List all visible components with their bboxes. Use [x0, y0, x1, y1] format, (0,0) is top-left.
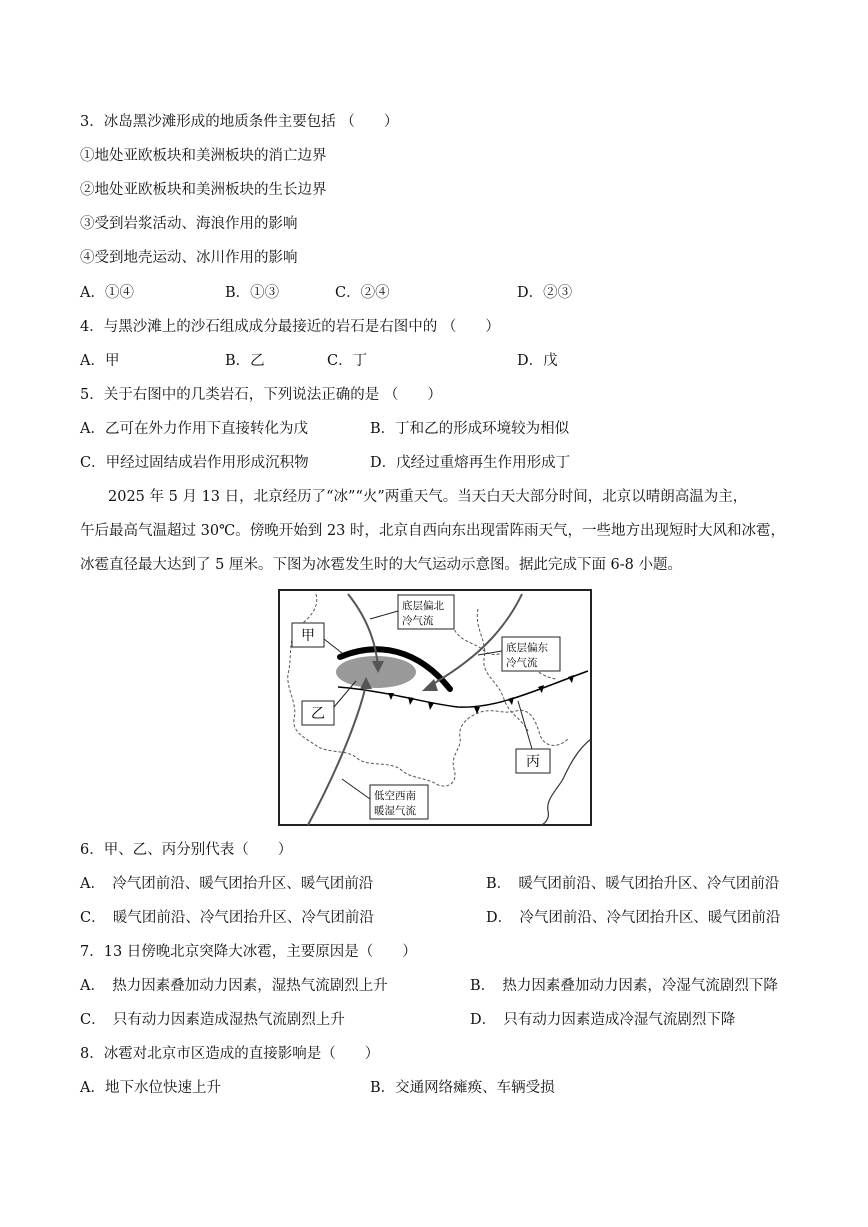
q7-option-c: C． 只有动力因素造成湿热气流剧烈上升 — [80, 1012, 345, 1028]
svg-text:冷气流: 冷气流 — [402, 615, 434, 627]
svg-text:底层偏东: 底层偏东 — [506, 642, 548, 654]
q6-option-d: D． 冷气团前沿、冷气团抬升区、暖气团前沿 — [486, 910, 781, 926]
q3-option-b: B．①③ — [225, 285, 280, 301]
q3-item-1: ①地处亚欧板块和美洲板块的消亡边界 — [80, 148, 327, 164]
q4-option-d: D．戊 — [517, 353, 558, 369]
passage-line-1: 2025 年 5 月 13 日，北京经历了“冰”“火”两重天气。当天白天大部分时间，北京以晴朗高温为主， — [108, 489, 748, 505]
svg-text:低空西南: 低空西南 — [374, 790, 416, 802]
svg-text:底层偏北: 底层偏北 — [402, 600, 444, 612]
q8-option-b: B．交通网络瘫痪、车辆受损 — [370, 1080, 555, 1096]
q3-item-3: ③受到岩浆活动、海浪作用的影响 — [80, 216, 298, 232]
svg-text:冷气流: 冷气流 — [506, 657, 538, 669]
q3-stem: 3．冰岛黑沙滩形成的地质条件主要包括 （ ） — [80, 114, 399, 130]
q6-option-b: B． 暖气团前沿、暖气团抬升区、冷气团前沿 — [486, 876, 780, 892]
q6-option-a: A． 冷气团前沿、暖气团抬升区、暖气团前沿 — [80, 876, 374, 892]
q4-stem: 4．与黑沙滩上的沙石组成成分最接近的岩石是右图中的 （ ） — [80, 319, 500, 335]
passage-line-3: 冰雹直径最大达到了 5 厘米。下图为冰雹发生时的大气运动示意图。据此完成下面 6-8 小题。 — [80, 557, 683, 573]
q7-stem: 7．13 日傍晚北京突降大冰雹，主要原因是（ ） — [80, 944, 417, 960]
q5-stem: 5．关于右图中的几类岩石，下列说法正确的是 （ ） — [80, 387, 442, 403]
q7-option-b: B． 热力因素叠加动力因素，冷湿气流剧烈下降 — [470, 978, 778, 994]
q5-option-c: C．甲经过固结成岩作用形成沉积物 — [80, 455, 309, 471]
q3-item-4: ④受到地壳运动、冰川作用的影响 — [80, 250, 298, 266]
q4-option-a: A．甲 — [80, 353, 120, 369]
q8-option-a: A．地下水位快速上升 — [80, 1080, 221, 1096]
hail-weather-diagram — [278, 589, 592, 826]
svg-text:丙: 丙 — [526, 754, 540, 770]
lifting-area-shape — [336, 656, 416, 688]
passage — [80, 480, 792, 582]
q7-option-a: A． 热力因素叠加动力因素，湿热气流剧烈上升 — [80, 978, 388, 994]
q8-stem: 8．冰雹对北京市区造成的直接影响是（ ） — [80, 1046, 380, 1062]
q5-option-b: B．丁和乙的形成环境较为相似 — [370, 421, 570, 437]
q7-option-d: D． 只有动力因素造成冷湿气流剧烈下降 — [470, 1012, 736, 1028]
q4-option-b: B．乙 — [225, 353, 265, 369]
q5-option-a: A．乙可在外力作用下直接转化为戊 — [80, 421, 308, 437]
q3-option-c: C．②④ — [335, 285, 390, 301]
passage-line-2: 午后最高气温超过 30℃。傍晚开始到 23 时，北京自西向东出现雷阵雨天气，一些地方出现短时大风和冰雹， — [80, 523, 785, 539]
q4-option-c: C．丁 — [327, 353, 368, 369]
q6-option-c: C． 暖气团前沿、冷气团抬升区、冷气团前沿 — [80, 910, 374, 926]
q5-option-d: D．戊经过重熔再生作用形成丁 — [370, 455, 571, 471]
q3-option-a: A．①④ — [80, 285, 134, 301]
svg-text:暖湿气流: 暖湿气流 — [374, 805, 416, 817]
q6-stem: 6．甲、乙、丙分别代表（ ） — [80, 842, 293, 858]
svg-text:乙: 乙 — [311, 706, 325, 722]
q3-item-2: ②地处亚欧板块和美洲板块的生长边界 — [80, 182, 327, 198]
svg-text:甲: 甲 — [301, 628, 315, 644]
q3-option-d: D．②③ — [517, 285, 573, 301]
